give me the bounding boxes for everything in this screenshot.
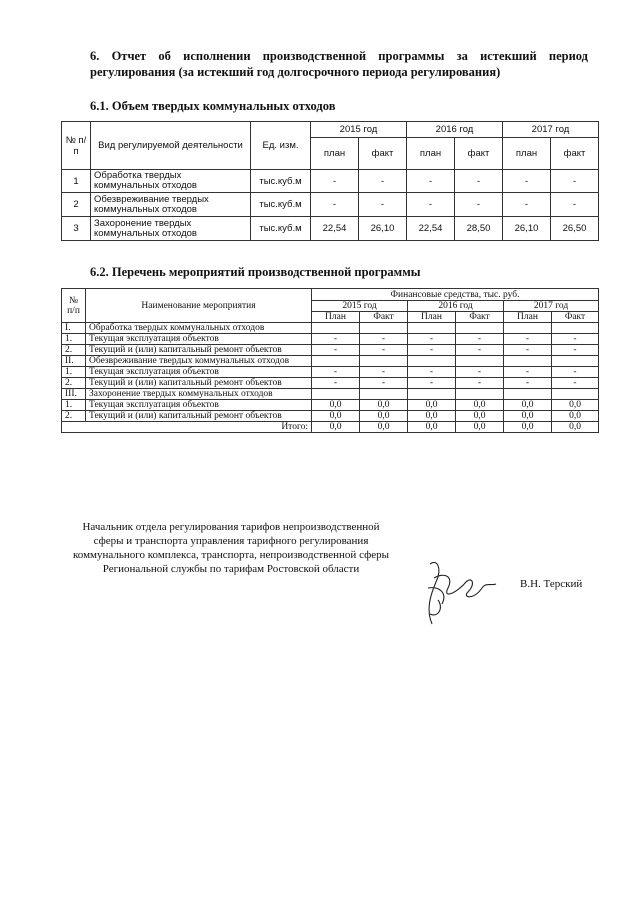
cell-value: -	[408, 367, 456, 378]
total-label: Итого:	[62, 422, 312, 433]
table-row	[62, 367, 599, 378]
cell-value: 0,0	[408, 400, 456, 411]
cell-value: -	[455, 193, 503, 217]
section-6-title: 6. Отчет об исполнении производственной программы за истекший период регулирования (за истекший год долгосрочного периода регулирования)	[90, 49, 588, 79]
cell-value	[312, 356, 360, 367]
table-row	[62, 389, 599, 400]
cell-value: 28,50	[455, 217, 503, 241]
row-num: 2.	[62, 411, 86, 422]
cell-value: 26,50	[551, 217, 599, 241]
cell-value: -	[551, 170, 599, 193]
table-row	[62, 217, 599, 241]
cell-value: -	[360, 378, 408, 389]
cell-value: 26,10	[503, 217, 551, 241]
cell-value: 0,0	[456, 422, 504, 433]
cell-value: -	[360, 367, 408, 378]
row-name: Текущий и (или) капитальный ремонт объектов	[86, 378, 312, 389]
cell-value: -	[312, 378, 360, 389]
cell-value: -	[503, 170, 551, 193]
col-header-plan: План	[312, 312, 360, 323]
cell-value: 22,54	[407, 217, 455, 241]
table-row	[62, 378, 599, 389]
row-name: Текущая эксплуатация объектов	[86, 334, 312, 345]
cell-value	[456, 356, 504, 367]
row-name: Текущая эксплуатация объектов	[86, 400, 312, 411]
col-header-fact: факт	[551, 138, 599, 170]
col-header-fact: факт	[455, 138, 503, 170]
cell-value: -	[504, 367, 552, 378]
row-activity: Захоронение твердых коммунальных отходов	[91, 217, 251, 241]
cell-value: -	[552, 334, 599, 345]
row-num: 1.	[62, 400, 86, 411]
cell-value: 0,0	[408, 411, 456, 422]
cell-value: -	[504, 345, 552, 356]
col-header-year-2016: 2016 год	[408, 301, 504, 312]
row-name: Текущая эксплуатация объектов	[86, 367, 312, 378]
cell-value: -	[456, 378, 504, 389]
row-num: 3	[62, 217, 91, 241]
cell-value: 0,0	[552, 411, 599, 422]
cell-value: -	[360, 345, 408, 356]
cell-value: 0,0	[360, 422, 408, 433]
table-row	[62, 345, 599, 356]
signatory-name: В.Н. Терский	[520, 578, 583, 590]
row-unit: тыс.куб.м	[251, 170, 311, 193]
cell-value: 0,0	[504, 400, 552, 411]
row-activity: Обезвреживание твердых коммунальных отходов	[91, 193, 251, 217]
row-num: 1	[62, 170, 91, 193]
col-header-unit: Ед. изм.	[251, 122, 311, 170]
cell-value	[408, 323, 456, 334]
row-unit: тыс.куб.м	[251, 217, 311, 241]
cell-value: -	[504, 334, 552, 345]
table-row	[62, 193, 599, 217]
table-row	[62, 356, 599, 367]
cell-value: -	[312, 345, 360, 356]
col-header-plan: план	[311, 138, 359, 170]
total-row	[62, 422, 599, 433]
row-activity: Обработка твердых коммунальных отходов	[91, 170, 251, 193]
table-row	[62, 400, 599, 411]
cell-value: -	[312, 367, 360, 378]
col-header-fact: Факт	[456, 312, 504, 323]
col-header-plan: план	[503, 138, 551, 170]
waste-volume-table	[61, 121, 599, 241]
cell-value: -	[552, 345, 599, 356]
cell-value: -	[360, 334, 408, 345]
cell-value: -	[456, 367, 504, 378]
cell-value: -	[456, 345, 504, 356]
col-header-fact: Факт	[360, 312, 408, 323]
cell-value	[408, 389, 456, 400]
row-num: II.	[62, 356, 86, 367]
cell-value: -	[503, 193, 551, 217]
cell-value: -	[312, 334, 360, 345]
cell-value	[408, 356, 456, 367]
cell-value	[504, 389, 552, 400]
cell-value: -	[311, 170, 359, 193]
col-header-num: № п/п	[62, 122, 91, 170]
cell-value	[456, 323, 504, 334]
col-header-activity: Вид регулируемой деятельности	[91, 122, 251, 170]
col-header-plan: План	[504, 312, 552, 323]
row-name: Захоронение твердых коммунальных отходов	[86, 389, 312, 400]
cell-value: 0,0	[552, 422, 599, 433]
cell-value: -	[407, 193, 455, 217]
row-name: Текущий и (или) капитальный ремонт объектов	[86, 345, 312, 356]
cell-value: -	[455, 170, 503, 193]
program-measures-table	[61, 288, 599, 433]
row-name: Обработка твердых коммунальных отходов	[86, 323, 312, 334]
cell-value: -	[311, 193, 359, 217]
row-num: 1.	[62, 367, 86, 378]
cell-value	[456, 389, 504, 400]
col-header-year-2015: 2015 год	[311, 122, 407, 138]
cell-value: 0,0	[360, 411, 408, 422]
signatory-position: Начальник отдела регулирования тарифов непроизводственной сферы и транспорта управления тарифного регулирования коммунального комплекса, транспорта, непроизводственной сферы Региональной службы по тарифам Ростовской области	[73, 521, 389, 575]
table-row	[62, 323, 599, 334]
cell-value: -	[408, 345, 456, 356]
cell-value: -	[407, 170, 455, 193]
cell-value: 0,0	[456, 400, 504, 411]
row-num: III.	[62, 389, 86, 400]
cell-value: -	[456, 334, 504, 345]
cell-value	[312, 323, 360, 334]
table-row	[62, 170, 599, 193]
cell-value	[360, 389, 408, 400]
row-num: 2	[62, 193, 91, 217]
col-header-fact: Факт	[552, 312, 599, 323]
row-num: I.	[62, 323, 86, 334]
cell-value: -	[408, 378, 456, 389]
cell-value	[552, 356, 599, 367]
cell-value: -	[552, 378, 599, 389]
cell-value: 0,0	[312, 422, 360, 433]
cell-value: 0,0	[408, 422, 456, 433]
row-num: 2.	[62, 378, 86, 389]
cell-value: 0,0	[312, 400, 360, 411]
col-header-finance: Финансовые средства, тыс. руб.	[312, 289, 599, 301]
section-6-2-title: 6.2. Перечень мероприятий производственной программы	[90, 265, 421, 279]
cell-value: 0,0	[312, 411, 360, 422]
cell-value: 26,10	[359, 217, 407, 241]
col-header-fact: факт	[359, 138, 407, 170]
col-header-plan: план	[407, 138, 455, 170]
cell-value	[552, 323, 599, 334]
cell-value	[552, 389, 599, 400]
row-num: 2.	[62, 345, 86, 356]
cell-value	[504, 323, 552, 334]
col-header-year-2016: 2016 год	[407, 122, 503, 138]
handwritten-signature	[408, 548, 498, 638]
cell-value: 0,0	[504, 411, 552, 422]
cell-value	[312, 389, 360, 400]
cell-value: 0,0	[552, 400, 599, 411]
cell-value: 0,0	[360, 400, 408, 411]
table-row	[62, 334, 599, 345]
col-header-num: № п/п	[62, 289, 86, 323]
col-header-year-2017: 2017 год	[504, 301, 599, 312]
row-num: 1.	[62, 334, 86, 345]
cell-value	[360, 356, 408, 367]
cell-value: 0,0	[456, 411, 504, 422]
cell-value	[360, 323, 408, 334]
row-name: Обезвреживание твердых коммунальных отходов	[86, 356, 312, 367]
row-unit: тыс.куб.м	[251, 193, 311, 217]
col-header-plan: План	[408, 312, 456, 323]
col-header-name: Наименование мероприятия	[86, 289, 312, 323]
cell-value: -	[504, 378, 552, 389]
col-header-year-2015: 2015 год	[312, 301, 408, 312]
table-row	[62, 411, 599, 422]
cell-value: -	[359, 193, 407, 217]
cell-value: -	[551, 193, 599, 217]
cell-value: -	[408, 334, 456, 345]
section-6-1-title: 6.1. Объем твердых коммунальных отходов	[90, 99, 336, 113]
row-name: Текущий и (или) капитальный ремонт объектов	[86, 411, 312, 422]
col-header-year-2017: 2017 год	[503, 122, 599, 138]
cell-value: 22,54	[311, 217, 359, 241]
cell-value	[504, 356, 552, 367]
cell-value: -	[552, 367, 599, 378]
cell-value: -	[359, 170, 407, 193]
cell-value: 0,0	[504, 422, 552, 433]
